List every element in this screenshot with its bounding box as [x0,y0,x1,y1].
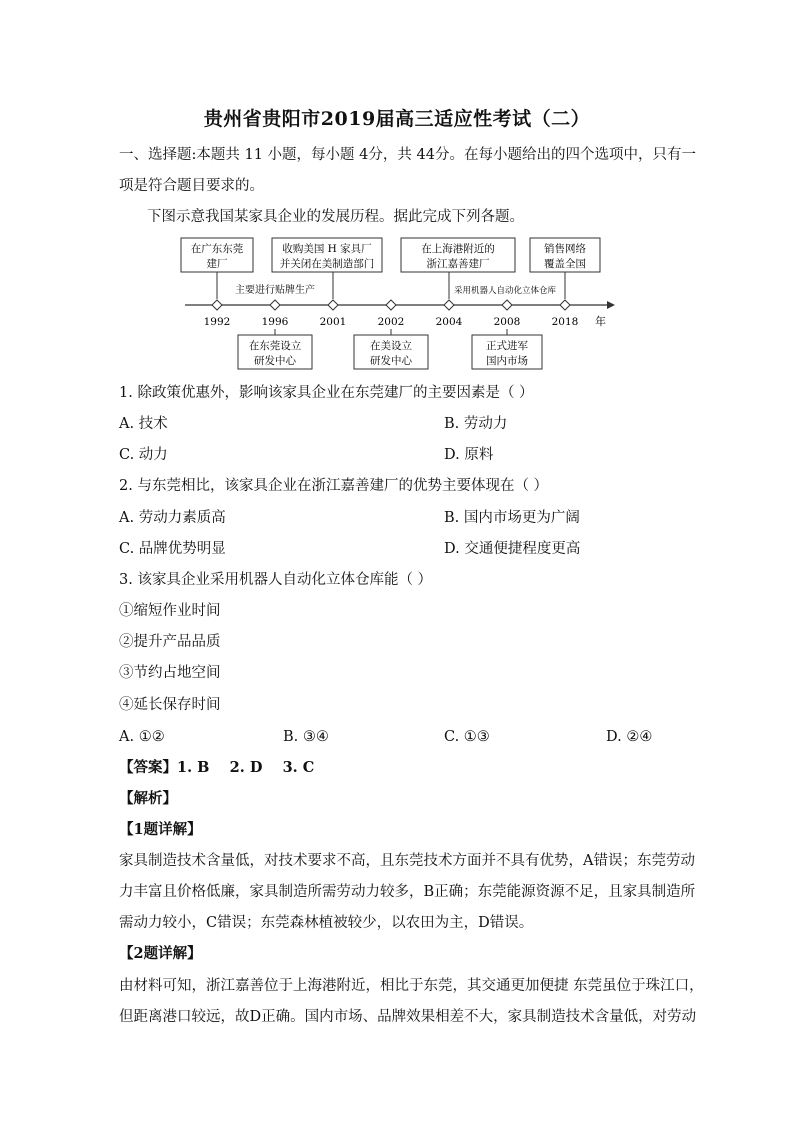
top-box-3-line-2: 浙江嘉善建厂 [426,258,490,270]
top-box-3 [401,238,515,272]
q1-option-d[interactable]: D. 原料 [444,447,494,463]
top-box-4 [530,238,600,272]
q2-explanation-line-2: 但距离港口较远，故D正确。国内市场、品牌效果相差不大，家具制造技术含量低，对劳动 [119,1009,697,1025]
year-label: 1996 [261,316,289,328]
q2-option-c[interactable]: C. 品牌优势明显 [119,541,226,557]
q2-explanation-line-1: 由材料可知，浙江嘉善位于上海港附近，相比于东莞，其交通更加便捷 东莞虽位于珠江口， [119,978,704,994]
bottom-box-3-line-1: 正式进军 [486,340,528,352]
year-label: 2001 [319,316,347,328]
q1-option-c[interactable]: C. 动力 [119,447,168,463]
top-box-2 [272,238,382,272]
question-2-stem: 2. 与东莞相比，该家具企业在浙江嘉善建厂的优势主要体现在（ ） [119,478,549,494]
development-timeline-diagram [175,235,620,375]
year-label: 2004 [435,316,463,328]
top-box-4-line-2: 覆盖全国 [544,258,586,270]
top-box-3-line-1: 在上海港附近的 [421,243,495,255]
q3-item-4: ④延长保存时间 [119,697,221,713]
q1-option-a[interactable]: A. 技术 [119,416,168,432]
q3-option-d[interactable]: D. ②④ [606,729,653,745]
bottom-box-1-line-1: 在东莞设立 [248,340,302,352]
analysis-heading: 【解析】 [119,790,177,807]
span-label-robot-warehouse: 采用机器人自动化立体仓库 [453,286,557,296]
marker-2004 [444,300,454,310]
q1-explanation-line-2: 力丰富且价格低廉，家具制造所需劳动力较多，B正确；东莞能源资源不足，且家具制造所 [119,884,696,900]
section-instruction-line-1: 一、选择题:本题共 11 小题，每小题 4分，共 44分。在每小题给出的四个选项中，只有一 [119,147,696,163]
timeline-arrow [607,301,615,309]
q2-option-d[interactable]: D. 交通便捷程度更高 [444,541,581,557]
q3-item-2: ②提升产品品质 [119,634,221,650]
q3-item-1: ①缩短作业时间 [119,603,221,619]
marker-2008 [502,300,512,310]
top-box-1 [181,238,253,272]
marker-2002 [386,300,396,310]
q1-option-b[interactable]: B. 劳动力 [444,416,508,432]
diagram-intro: 下图示意我国某家具企业的发展历程。据此完成下列各题。 [147,209,524,225]
year-label: 1992 [203,316,231,328]
marker-2001 [328,300,338,310]
q2-option-b[interactable]: B. 国内市场更为广阔 [444,510,580,526]
marker-2018 [560,300,570,310]
bottom-box-3-line-2: 国内市场 [486,355,528,367]
bottom-box-2-line-2: 研发中心 [370,355,412,367]
q3-option-a[interactable]: A. ①② [119,729,165,745]
page-title: 贵州省贵阳市2019届高三适应性考试（二） [203,108,591,130]
section-instruction-line-2: 项是符合题目要求的。 [119,178,264,194]
answer-key: 【答案】1. B 2. D 3. C [119,759,315,776]
year-label: 2002 [377,316,405,328]
q1-explanation-line-1: 家具制造技术含量低，对技术要求不高，且东莞技术方面并不具有优势，A错误；东莞劳动 [119,853,695,869]
q2-explanation-heading: 【2题详解】 [119,945,202,962]
bottom-box-1 [238,335,312,369]
marker-1996 [270,300,280,310]
bottom-box-1-line-2: 研发中心 [254,355,296,367]
year-label: 2008 [493,316,521,328]
q2-option-a[interactable]: A. 劳动力素质高 [119,510,226,526]
bottom-box-2 [354,335,428,369]
q3-option-c[interactable]: C. ①③ [444,729,490,745]
timeline-unit: 年 [595,315,606,328]
q3-option-b[interactable]: B. ③④ [283,729,329,745]
top-box-2-line-2: 并关闭在美制造部门 [279,258,375,270]
bottom-box-3 [472,335,542,369]
top-box-1-line-2: 建厂 [206,258,228,270]
question-1-stem: 1. 除政策优惠外，影响该家具企业在东莞建厂的主要因素是（ ） [119,385,534,401]
q3-item-3: ③节约占地空间 [119,665,221,681]
q1-explanation-heading: 【1题详解】 [119,821,202,838]
q1-explanation-line-3: 需动力较小，C错误；东莞森林植被较少，以农田为主，D错误。 [119,915,534,931]
marker-1992 [212,300,222,310]
top-box-2-line-1: 收购美国 H 家具厂 [282,243,372,255]
bottom-box-2-line-1: 在美设立 [370,340,412,352]
question-3-stem: 3. 该家具企业采用机器人自动化立体仓库能（ ） [119,572,433,588]
year-label: 2018 [551,316,579,328]
top-box-4-line-1: 销售网络 [544,243,586,255]
span-label-oem: 主要进行贴牌生产 [235,285,315,296]
top-box-1-line-1: 在广东东莞 [190,243,244,255]
